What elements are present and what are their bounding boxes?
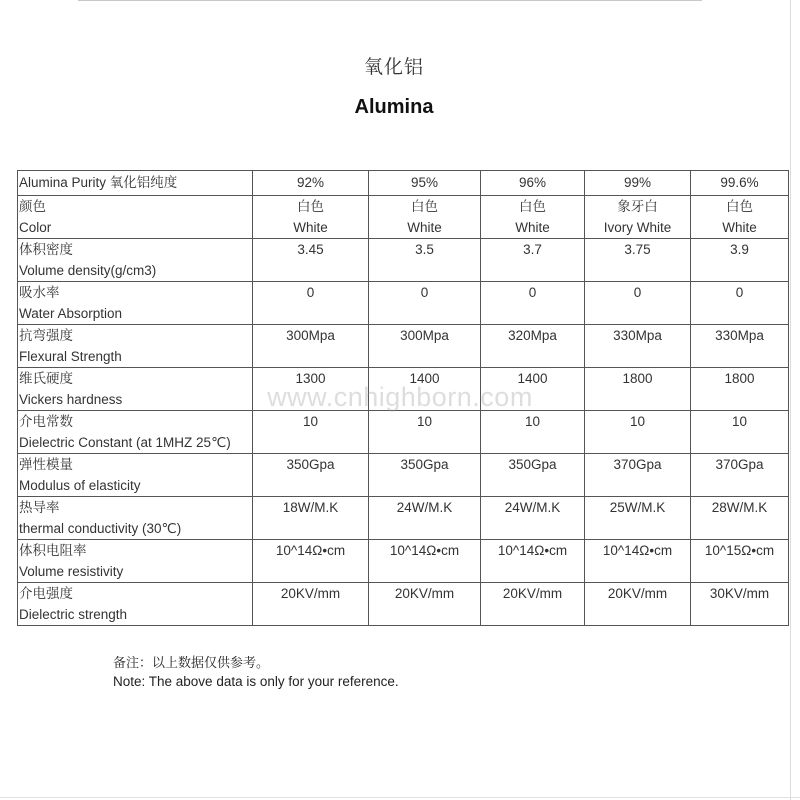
property-value-chinese: 白色: [411, 199, 438, 214]
property-value: 20KV/mm: [369, 583, 481, 626]
property-label-english: Dielectric strength: [19, 607, 128, 622]
purity-value: 99%: [585, 171, 691, 196]
table-row: [18, 454, 789, 497]
table-row: [18, 497, 789, 540]
property-value: [369, 196, 481, 239]
property-label: [18, 540, 253, 583]
property-value: 10: [481, 411, 585, 454]
property-value: 1800: [691, 368, 789, 411]
property-label-english: Dielectric Constant (at 1MHZ 25℃): [19, 435, 231, 450]
property-value: 330Mpa: [585, 325, 691, 368]
property-value: 30KV/mm: [691, 583, 789, 626]
purity-value: 99.6%: [691, 171, 789, 196]
purity-value: 95%: [369, 171, 481, 196]
property-label-chinese: 介电常数: [19, 414, 73, 429]
property-label-english: Volume density(g/cm3): [19, 263, 157, 278]
property-label-english: Color: [19, 220, 52, 235]
table-row: [18, 368, 789, 411]
property-value: 370Gpa: [691, 454, 789, 497]
property-label-english: Vickers hardness: [19, 392, 123, 407]
property-label: [18, 411, 253, 454]
right-edge-line: [790, 0, 791, 800]
property-value: 18W/M.K: [253, 497, 369, 540]
property-value: 350Gpa: [253, 454, 369, 497]
property-label: [18, 497, 253, 540]
property-value: 0: [369, 282, 481, 325]
purity-value: 92%: [253, 171, 369, 196]
property-value: 10^14Ω•cm: [481, 540, 585, 583]
table-row: [18, 239, 789, 282]
property-label-chinese: 体积电阻率: [19, 543, 87, 558]
table-row: [18, 282, 789, 325]
property-label-chinese: 维氏硬度: [19, 371, 73, 386]
property-label: [18, 325, 253, 368]
property-value: 0: [691, 282, 789, 325]
property-label-english: Modulus of elasticity: [19, 478, 141, 493]
property-value-english: Ivory White: [603, 220, 672, 235]
property-value-chinese: 象牙白: [617, 199, 658, 214]
bottom-edge-line: [0, 797, 800, 798]
property-value-english: White: [515, 220, 550, 235]
property-value: 320Mpa: [481, 325, 585, 368]
table-row: [18, 583, 789, 626]
property-value-chinese: 白色: [519, 199, 546, 214]
property-label-chinese: 抗弯强度: [19, 328, 73, 343]
property-label-english: thermal conductivity (30℃): [19, 521, 182, 536]
property-value: 10^14Ω•cm: [585, 540, 691, 583]
property-value: 330Mpa: [691, 325, 789, 368]
property-value: 300Mpa: [369, 325, 481, 368]
property-label: [18, 196, 253, 239]
property-value: [481, 196, 585, 239]
property-value: 20KV/mm: [585, 583, 691, 626]
property-value: 1400: [369, 368, 481, 411]
property-value: 350Gpa: [481, 454, 585, 497]
property-label: [18, 583, 253, 626]
property-label-english: Water Absorption: [19, 306, 123, 321]
property-value: 24W/M.K: [369, 497, 481, 540]
property-value: 3.9: [691, 239, 789, 282]
property-value: 3.45: [253, 239, 369, 282]
property-label-chinese: 颜色: [19, 199, 46, 214]
property-value: 20KV/mm: [481, 583, 585, 626]
property-value: 300Mpa: [253, 325, 369, 368]
property-value: [691, 196, 789, 239]
table-row: [18, 540, 789, 583]
property-value: 10^14Ω•cm: [369, 540, 481, 583]
property-value: 3.75: [585, 239, 691, 282]
top-divider: [78, 0, 702, 1]
purity-value: 96%: [481, 171, 585, 196]
property-label-chinese: 介电强度: [19, 586, 73, 601]
properties-table: [17, 170, 789, 626]
property-value: 0: [481, 282, 585, 325]
property-value-english: White: [722, 220, 757, 235]
note-english: Note: The above data is only for your reference.: [113, 674, 399, 689]
property-value: 10: [585, 411, 691, 454]
watermark: www.cnhighborn.com: [267, 382, 533, 412]
property-value: 10: [691, 411, 789, 454]
property-value: 1400: [481, 368, 585, 411]
table-row: [18, 196, 789, 239]
property-value: 0: [253, 282, 369, 325]
property-value-chinese: 白色: [297, 199, 324, 214]
note-chinese: 备注：以上数据仅供参考。: [113, 656, 270, 671]
property-value: 10^14Ω•cm: [253, 540, 369, 583]
property-label-english: Flexural Strength: [19, 349, 122, 364]
property-value: 25W/M.K: [585, 497, 691, 540]
property-value: [585, 196, 691, 239]
property-value: [253, 196, 369, 239]
purity-label: Alumina Purity 氧化铝纯度: [18, 171, 253, 196]
property-value: 1800: [585, 368, 691, 411]
table-header-row: [18, 171, 789, 196]
property-label: [18, 282, 253, 325]
property-label-chinese: 吸水率: [19, 285, 60, 300]
property-value: 3.5: [369, 239, 481, 282]
property-value: 0: [585, 282, 691, 325]
property-value-chinese: 白色: [726, 199, 753, 214]
property-value-english: White: [293, 220, 328, 235]
table-row: [18, 411, 789, 454]
properties-table-body: [18, 171, 789, 626]
property-label-english: Volume resistivity: [19, 564, 124, 579]
property-label-chinese: 体积密度: [19, 242, 73, 257]
property-label: [18, 368, 253, 411]
property-value: 350Gpa: [369, 454, 481, 497]
property-value: 3.7: [481, 239, 585, 282]
property-value: 10: [253, 411, 369, 454]
property-value: 24W/M.K: [481, 497, 585, 540]
property-value: 20KV/mm: [253, 583, 369, 626]
property-value: 1300: [253, 368, 369, 411]
property-value: 370Gpa: [585, 454, 691, 497]
page-title-chinese: 氧化铝: [363, 56, 424, 78]
page-title: Alumina: [354, 96, 434, 118]
property-value: 28W/M.K: [691, 497, 789, 540]
property-value: 10: [369, 411, 481, 454]
property-value: 10^15Ω•cm: [691, 540, 789, 583]
table-row: [18, 325, 789, 368]
property-value-english: White: [407, 220, 442, 235]
property-label: [18, 454, 253, 497]
property-label: [18, 239, 253, 282]
property-label-chinese: 弹性模量: [19, 457, 73, 472]
property-label-chinese: 热导率: [19, 500, 60, 515]
